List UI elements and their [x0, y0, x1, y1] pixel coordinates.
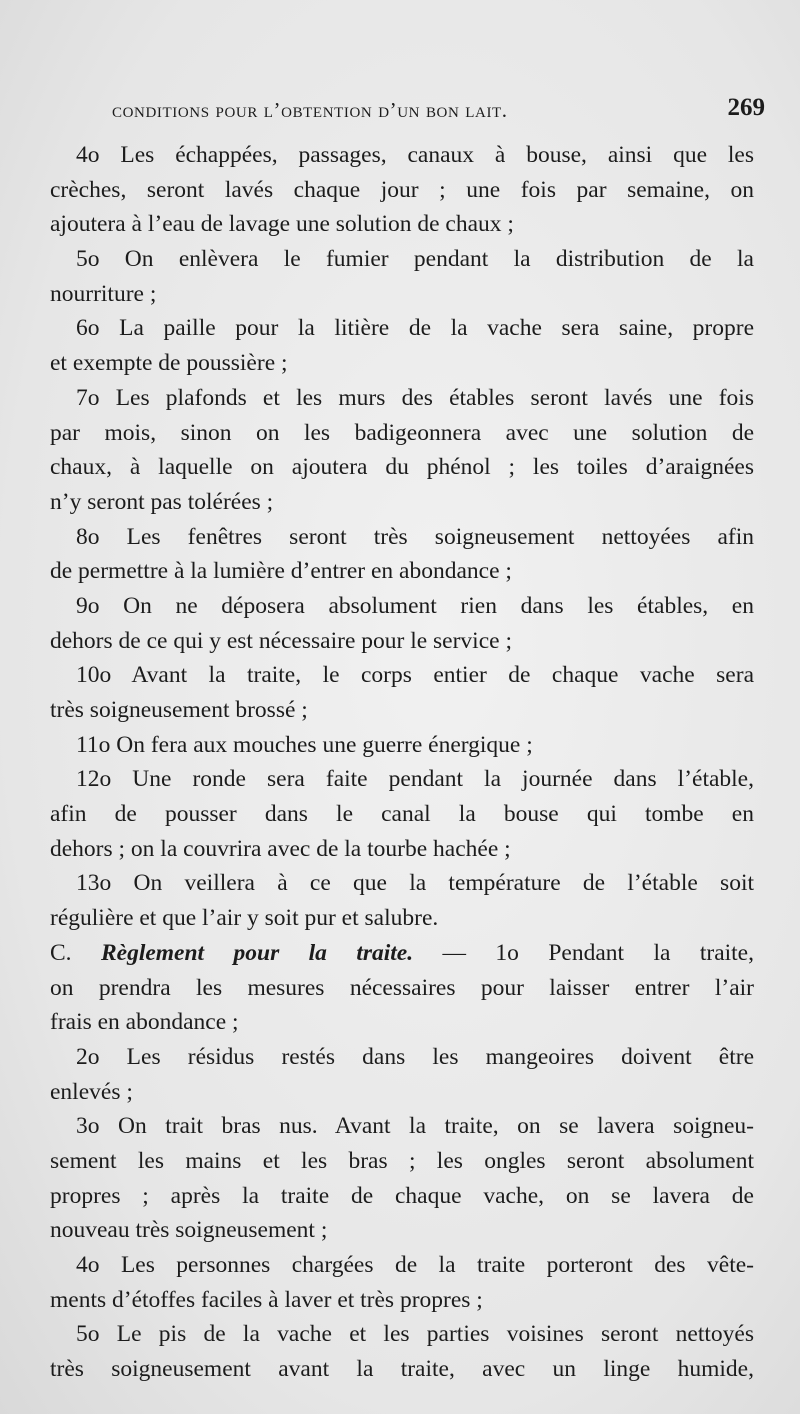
text-line: [50, 936, 754, 971]
text-line: 3o On trait bras nus. Avant la traite, on se lavera soigneu-: [76, 1113, 754, 1140]
text-line: crèches, seront lavés chaque jour ; une fois par semaine, on: [50, 176, 754, 203]
text-line: frais en abondance ;: [50, 1009, 239, 1036]
page-number: 269: [727, 94, 765, 121]
text-line: 12o Une ronde sera faite pendant la journée dans l’étable,: [76, 766, 754, 793]
text-line: ments d’étoffes faciles à laver et très propres ;: [50, 1286, 483, 1313]
text-line: et exempte de poussière ;: [50, 350, 288, 377]
text-line: nourriture ;: [50, 280, 157, 307]
body-text: [50, 138, 754, 1387]
text-line: 9o On ne déposera absolument rien dans les étables, en: [76, 592, 754, 619]
text-line: sement les mains et les bras ; les ongles seront absolument: [50, 1147, 754, 1174]
section-letter: C.: [50, 939, 101, 966]
text-line: 2o Les résidus restés dans les mangeoires doivent être: [76, 1043, 754, 1070]
text-line: propres ; après la traite de chaque vache, on se lavera de: [50, 1182, 754, 1209]
text-line: 6o La paille pour la litière de la vache sera saine, propre: [76, 315, 754, 342]
text-line: 8o Les fenêtres seront très soigneusement nettoyées afin: [76, 523, 754, 550]
text-line: 5o On enlèvera le fumier pendant la distribution de la: [76, 246, 754, 273]
text-line: 4o Les personnes chargées de la traite porteront des vête-: [76, 1252, 754, 1278]
text-line: enlevés ;: [50, 1078, 133, 1105]
text-line-rest: — 1o Pendant la traite,: [413, 939, 754, 966]
text-line: dehors de ce qui y est nécessaire pour le service ;: [50, 627, 512, 654]
text-line: de permettre à la lumière d’entrer en abondance ;: [50, 558, 512, 585]
text-line: 11o On fera aux mouches une guerre énergique ;: [76, 731, 533, 758]
text-line: 7o Les plafonds et les murs des étables seront lavés une fois: [76, 384, 754, 411]
text-line: très soigneusement avant la traite, avec un linge humide,: [50, 1356, 754, 1383]
text-line: 13o On veillera à ce que la température de l’étable soit: [76, 870, 754, 897]
text-line: dehors ; on la couvrira avec de la tourbe hachée ;: [50, 835, 511, 862]
page-header: [60, 94, 765, 126]
text-line: très soigneusement brossé ;: [50, 697, 308, 723]
text-line: chaux, à laquelle on ajoutera du phénol ; les toiles d’araignées: [50, 454, 754, 481]
running-title: conditions pour l’obtention d’un bon lait.: [112, 98, 508, 122]
text-line: par mois, sinon on les badigeonnera avec une solution de: [50, 419, 754, 446]
text-line: nouveau très soigneusement ;: [50, 1217, 328, 1244]
text-line: 10o Avant la traite, le corps entier de chaque vache sera: [76, 662, 754, 689]
section-heading: Règlement pour la traite.: [100, 939, 414, 966]
text-line: 5o Le pis de la vache et les parties voisines seront nettoyés: [76, 1321, 754, 1348]
text-line: on prendra les mesures nécessaires pour laisser entrer l’air: [50, 974, 754, 1001]
text-line: afin de pousser dans le canal la bouse qui tombe en: [50, 801, 754, 828]
text-line: ajoutera à l’eau de lavage une solution de chaux ;: [50, 211, 514, 238]
text-line: 4o Les échappées, passages, canaux à bouse, ainsi que les: [76, 142, 754, 168]
text-line: régulière et que l’air y soit pur et salubre.: [50, 905, 439, 932]
text-line: n’y seront pas tolérées ;: [50, 488, 274, 515]
